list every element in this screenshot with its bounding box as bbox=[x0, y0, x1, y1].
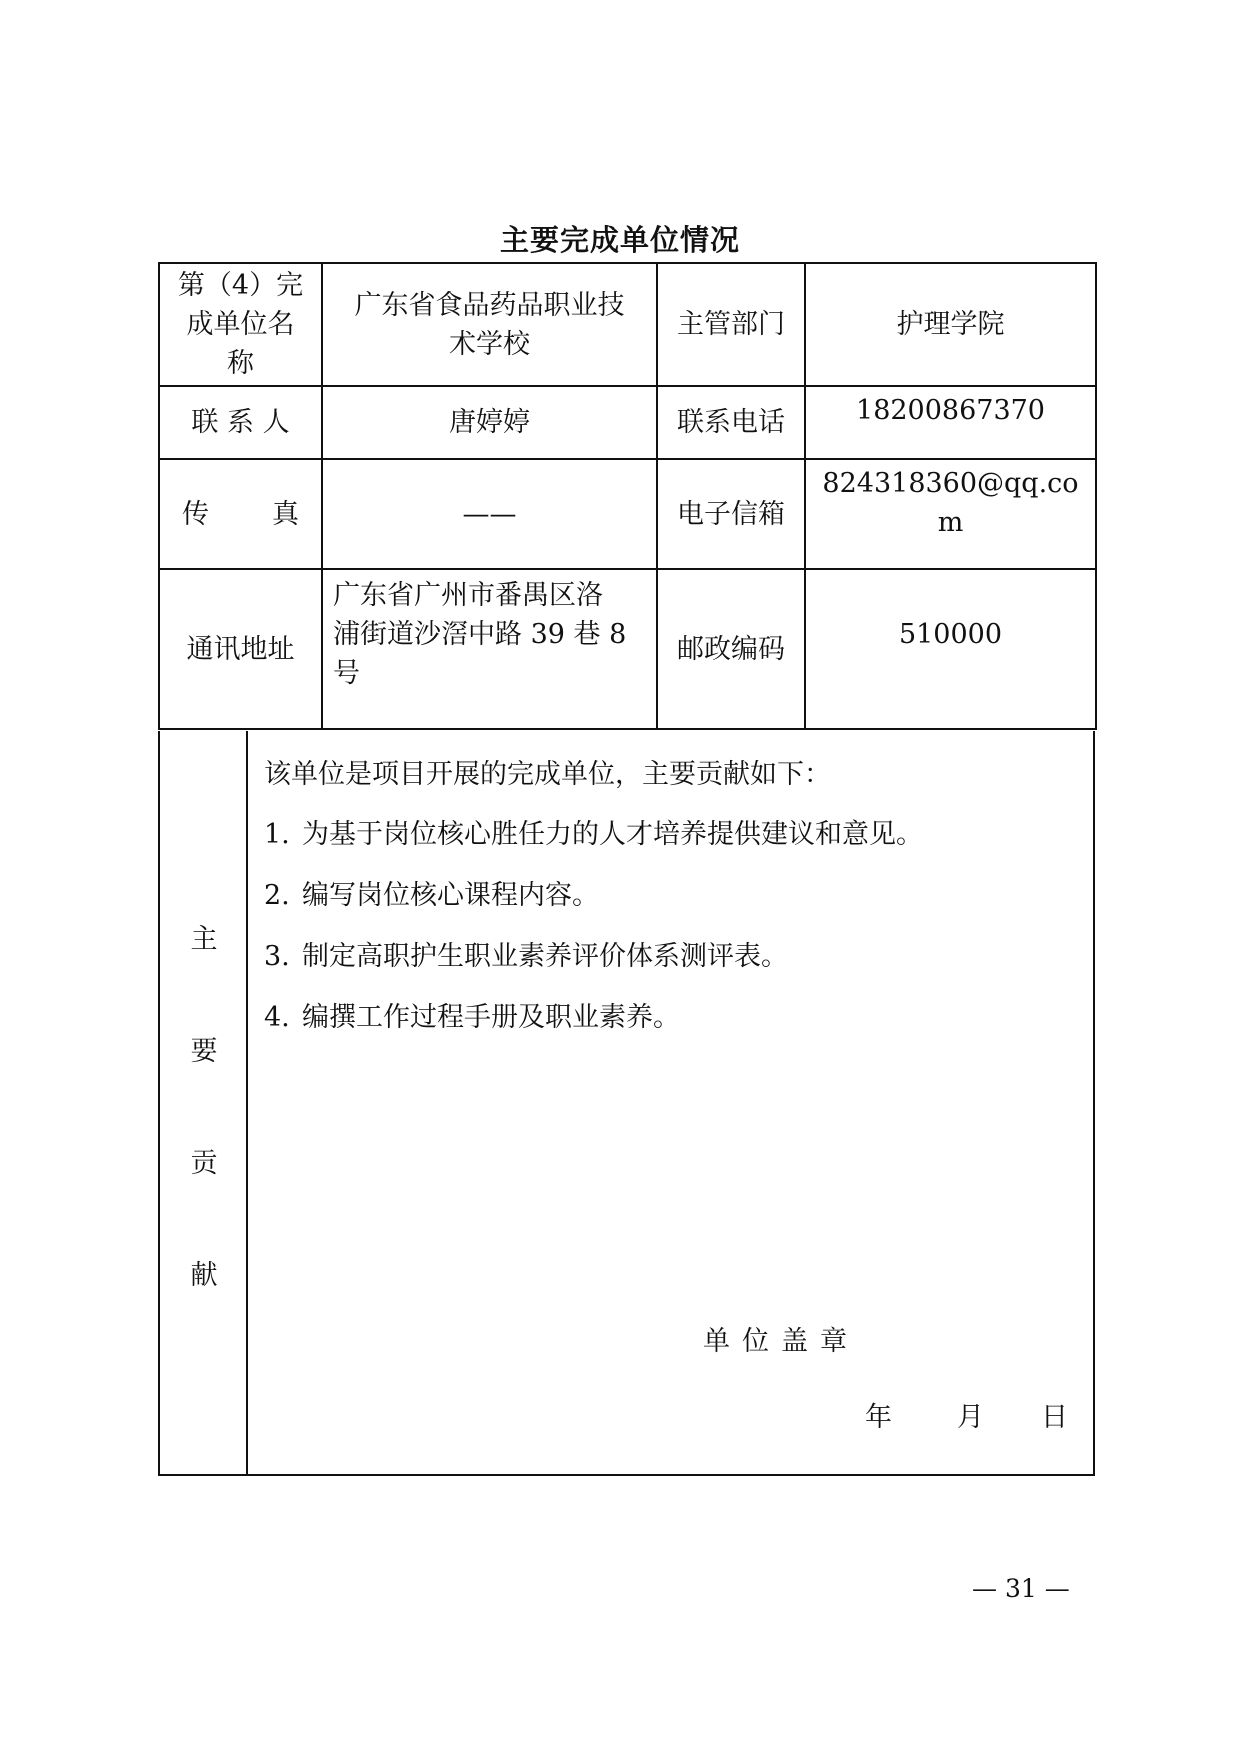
unit-name-line: 广东省食品药品职业技 bbox=[354, 289, 625, 321]
date-month-label: 月 bbox=[957, 1402, 984, 1433]
table-row bbox=[159, 459, 1096, 569]
unit-name-label-line: 成单位名 bbox=[186, 309, 295, 340]
main-contribution-section bbox=[158, 731, 1095, 1476]
unit-name-cell bbox=[322, 263, 657, 386]
table-row bbox=[159, 263, 1096, 386]
unit-name-label-line: 称 bbox=[227, 348, 254, 379]
item-number: 1. bbox=[264, 819, 290, 850]
page-title: 主要完成单位情况 bbox=[499, 223, 740, 257]
contribution-label-char: 主 bbox=[190, 924, 218, 955]
postcode-label: 邮政编码 bbox=[657, 569, 805, 729]
contribution-label-char: 贡 bbox=[190, 1148, 218, 1179]
address-line: 号 bbox=[333, 658, 360, 689]
contact-label: 联 系 人 bbox=[159, 386, 322, 459]
item-number: 2. bbox=[264, 880, 290, 911]
item-text: 为基于岗位核心胜任力的人才培养提供建议和意见。 bbox=[302, 819, 923, 850]
list-item bbox=[264, 1000, 1081, 1036]
page-number: — 31 — bbox=[972, 1574, 1070, 1603]
email-line: m bbox=[937, 507, 964, 538]
email-value-cell bbox=[805, 459, 1096, 569]
date-day-label: 日 bbox=[1041, 1402, 1068, 1433]
phone-label: 联系电话 bbox=[657, 386, 805, 459]
contribution-label-char: 献 bbox=[190, 1260, 218, 1291]
unit-seal-label: 单位盖章 bbox=[703, 1326, 859, 1357]
email-label: 电子信箱 bbox=[657, 459, 805, 569]
list-item bbox=[264, 878, 1081, 914]
unit-info-table bbox=[158, 262, 1097, 730]
contribution-label-char: 要 bbox=[190, 1036, 218, 1067]
unit-name-label-line: 第（4）完 bbox=[177, 270, 304, 301]
address-line: 广东省广州市番禺区洛 bbox=[333, 580, 603, 611]
item-number: 4. bbox=[264, 1002, 290, 1033]
contribution-body bbox=[264, 757, 1081, 1061]
item-text: 编写岗位核心课程内容。 bbox=[302, 880, 599, 911]
contribution-label-column bbox=[160, 731, 248, 1474]
list-item bbox=[264, 817, 1081, 853]
fax-label-cell bbox=[159, 459, 322, 569]
unit-name-label-cell bbox=[159, 263, 322, 386]
item-number: 3. bbox=[264, 941, 290, 972]
contribution-intro: 该单位是项目开展的完成单位，主要贡献如下： bbox=[264, 759, 831, 790]
department-value: 护理学院 bbox=[805, 263, 1096, 386]
fax-label-char: 传 bbox=[182, 498, 209, 530]
address-cell bbox=[322, 569, 657, 729]
contact-value: 唐婷婷 bbox=[322, 386, 657, 459]
item-text: 编撰工作过程手册及职业素养。 bbox=[302, 1002, 680, 1033]
address-label: 通讯地址 bbox=[159, 569, 322, 729]
date-year-label: 年 bbox=[865, 1402, 892, 1433]
email-line: 824318360@qq.co bbox=[822, 468, 1079, 499]
address-line: 浦街道沙滘中路 39 巷 8 bbox=[333, 619, 627, 650]
fax-label-char: 真 bbox=[272, 498, 299, 530]
unit-name-line: 术学校 bbox=[449, 328, 530, 360]
department-label: 主管部门 bbox=[657, 263, 805, 386]
table-row bbox=[159, 569, 1096, 729]
postcode-value: 510000 bbox=[805, 569, 1096, 729]
phone-value: 18200867370 bbox=[805, 386, 1096, 459]
list-item bbox=[264, 939, 1081, 975]
item-text: 制定高职护生职业素养评价体系测评表。 bbox=[302, 941, 788, 972]
fax-value: —— bbox=[322, 459, 657, 569]
table-row bbox=[159, 386, 1096, 459]
